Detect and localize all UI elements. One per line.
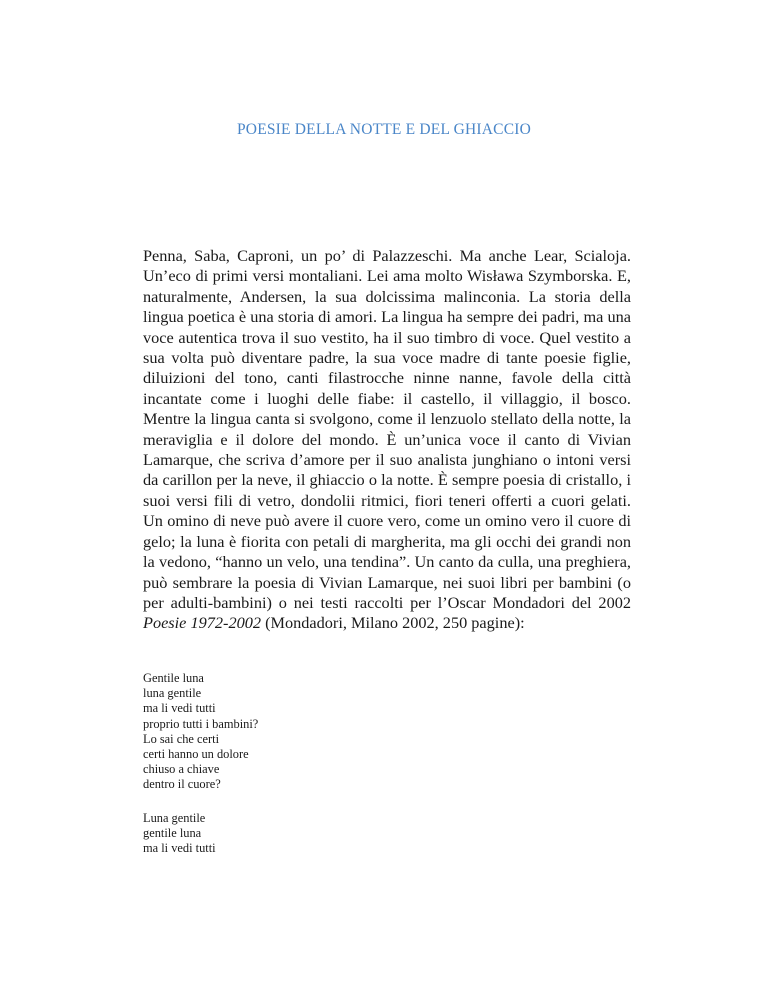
poem-line: dentro il cuore? — [143, 777, 221, 792]
body-paragraph — [143, 246, 631, 634]
poem-line: Luna gentile — [143, 811, 206, 825]
poem-line: Gentile luna — [143, 671, 204, 685]
poem-stanza-2 — [143, 811, 216, 857]
poem-line: ma li vedi tutti — [143, 701, 216, 716]
page-title: POESIE DELLA NOTTE E DEL GHIACCIO — [236, 121, 532, 138]
book-title: Poesie 1972-2002 — [143, 613, 262, 633]
poem-line: Lo sai che certi — [143, 731, 220, 746]
paragraph-text: Penna, Saba, Caproni, un po’ di Palazzeschi. Ma anche Lear, Scialoja. Un’eco di primi versi montaliani. Lei ama molto Wisława Szymborska. E, naturalmente, Andersen, la sua dolcissima malinconia. La storia della lingua poetica è una storia di amori. La lingua ha sempre dei padri, ma una voce autentica trova il suo vestito, ha il suo timbro di voce. Quel vestito a sua volta può diventare padre, la sua voce madre di tante poesie figlie, diluizioni del tono, canti filastrocche ninne nanne, favole della città incantate come i luoghi delle fiabe: il castello, il villaggio, il bosco. Mentre la lingua canta si svolgono, come il lenzuolo stellato della notte, la meraviglia e il dolore del mondo. È un’unica voce il canto di Vivian Lamarque, che scriva d’amore per il suo analista junghiano o intoni versi da carillon per la neve, il ghiaccio o la notte. È sempre poesia di cristallo, i suoi versi fili di vetro, dondolii ritmici, fiori teneri offerti a cuori gelati. Un omino di neve può avere il cuore vero, come un omino vero il cuore di gelo; la luna è fiorita con petali di margherita, ma gli occhi dei grandi non la vedono, “hanno un velo, una tendina”. Un canto da culla, una preghiera, può sembrare la poesia di Vivian Lamarque, nei suoi libri per bambini (o per adulti-bambini) o nei testi raccolti per l’Oscar Mondadori del 2002 — [143, 246, 631, 612]
poem-line: chiuso a chiave — [143, 762, 220, 777]
poem-line: gentile luna — [143, 826, 202, 841]
poem-line: proprio tutti i bambini? — [143, 716, 259, 731]
poem-stanza-1 — [143, 671, 258, 793]
paragraph-text-end: (Mondadori, Milano 2002, 250 pagine): — [261, 613, 525, 633]
poem-line: luna gentile — [143, 686, 202, 701]
poem-line: certi hanno un dolore — [143, 747, 249, 762]
poem-line: ma li vedi tutti — [143, 841, 216, 856]
